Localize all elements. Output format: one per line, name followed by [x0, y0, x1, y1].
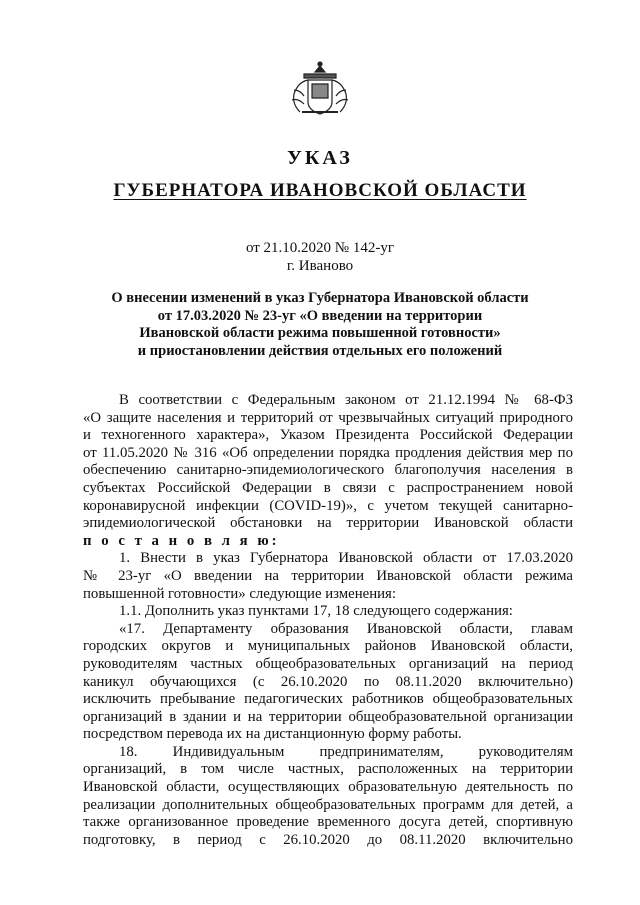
body-line: субъектах Российской Федерации в связи с распространением новой	[83, 479, 573, 496]
issuer-title: ГУБЕРНАТОРА ИВАНОВСКОЙ ОБЛАСТИ	[113, 180, 527, 201]
coat-of-arms-icon	[284, 60, 356, 118]
decree-city: г. Иваново	[286, 258, 354, 274]
body-line: обеспечению санитарно-эпидемиологического благополучия населения в	[83, 462, 573, 479]
body-line: также организованное проведение временного досуга детей, спортивную	[83, 814, 573, 831]
body-line: 1.1. Дополнить указ пунктами 17, 18 следующего содержания:	[119, 603, 513, 620]
body-line: реализации дополнительных общеобразовательных программ для детей, а	[83, 796, 573, 813]
body-line: подготовку, в период с 26.10.2020 до 08.11.2020 включительно	[83, 831, 573, 848]
body-line: «17. Департаменту образования Ивановской области, главам	[119, 620, 573, 637]
subject-line: от 17.03.2020 № 23-уг «О введении на территории	[157, 307, 483, 324]
body-line: Ивановской области, осуществляющих образовательную деятельность по	[83, 779, 573, 796]
body-line: посредством перевода их на дистанционную форму работы.	[83, 726, 462, 743]
body-line: руководителям частных общеобразовательных организаций на период	[83, 655, 573, 672]
body-line: эпидемиологической обстановки на территории Ивановской области	[83, 515, 573, 532]
subject-line: и приостановлении действия отдельных его положений	[137, 342, 503, 359]
subject-line: О внесении изменений в указ Губернатора Ивановской области	[111, 290, 529, 306]
body-line: коронавирусной инфекции (COVID-19)», с учетом текущей санитарно-	[83, 497, 573, 514]
body-line: 1. Внести в указ Губернатора Ивановской области от 17.03.2020	[119, 550, 573, 567]
body-line: от 11.05.2020 № 316 «Об определении порядка продления действия мер по	[83, 444, 573, 461]
document-type-title: УКАЗ	[287, 147, 353, 169]
decree-subject	[70, 290, 570, 360]
decree-body	[83, 392, 573, 849]
subject-line: Ивановской области режима повышенной готовности»	[139, 325, 501, 341]
body-line: организаций, в том числе частных, расположенных на территории	[83, 761, 573, 778]
body-line: каникул обучающихся (с 26.10.2020 по 08.11.2020 включительно)	[83, 673, 573, 690]
body-line: повышенной готовности» следующие изменения:	[83, 585, 396, 602]
resolution-word: п о с т а н о в л я ю:	[83, 532, 280, 549]
body-line: «О защите населения и территорий от чрезвычайных ситуаций природного	[83, 409, 573, 426]
body-line: исключить пребывание педагогических работников общеобразовательных	[83, 691, 573, 708]
body-line: № 23-уг «О введении на территории Ивановской области режима	[83, 567, 573, 584]
body-line: 18. Индивидуальным предпринимателям, руководителям	[119, 743, 573, 760]
body-line: и техногенного характера», Указом Президента Российской Федерации	[83, 427, 573, 444]
body-line: организаций в здании и на территории общеобразовательной организации	[83, 708, 573, 725]
body-line: В соответствии с Федеральным законом от 21.12.1994 № 68-ФЗ	[119, 392, 573, 408]
body-line: городских округов и муниципальных районов Ивановской области,	[83, 638, 573, 655]
decree-date-number: от 21.10.2020 № 142-уг	[245, 240, 395, 256]
